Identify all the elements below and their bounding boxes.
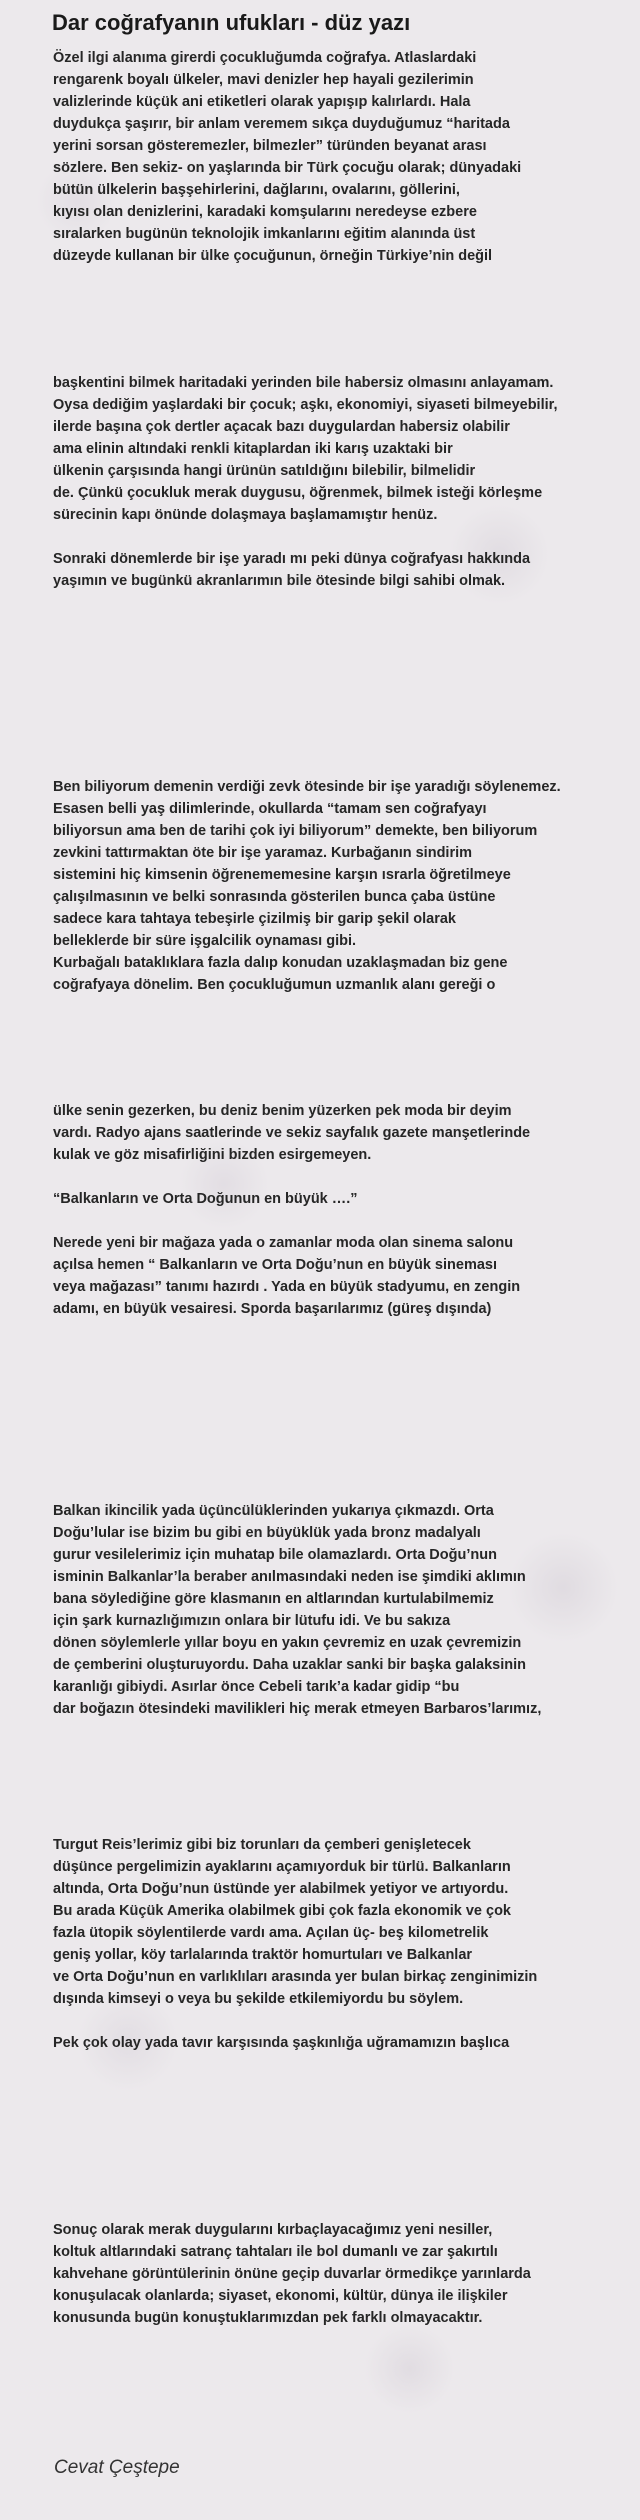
text-line: sistemini hiç kimsenin öğrenememesine karşın ısrarla öğretilmeye xyxy=(53,867,511,883)
text-line: Turgut Reis’lerimiz gibi biz torunları da çemberi genişletecek xyxy=(53,1837,471,1853)
text-line: altında, Orta Doğu’nun üstünde yer alabilmek yetiyor ve artıyordu. xyxy=(53,1881,509,1897)
text-line: Pek çok olay yada tavır karşısında şaşkınlığa uğramamızın başlıca xyxy=(53,2035,510,2051)
text-line: Balkan ikincilik yada üçüncülüklerinden yukarıya çıkmazdı. Orta xyxy=(53,1503,494,1519)
text-line: belleklerde bir süre işgalcilik oynaması gibi. xyxy=(53,933,357,949)
text-line: rengarenk boyalı ülkeler, mavi denizler hep hayali gezilerimin xyxy=(53,72,474,88)
text-line: çalışılmasının ve belki sonrasında gösterilen bunca çaba üstüne xyxy=(53,889,496,905)
text-line: düzeyde kullanan bir ülke çocuğunun, örneğin Türkiye’nin değil xyxy=(53,248,493,264)
text-line: valizlerinde küçük ani etiketleri olarak yapışıp kalırlardı. Hala xyxy=(53,94,471,110)
text-line: zevkini tattırmaktan öte bir işe yaramaz. Kurbağanın sindirim xyxy=(53,845,473,861)
text-line: Ben biliyorum demenin verdiği zevk ötesinde bir işe yaradığı söylenemez. xyxy=(53,779,561,795)
text-line: kahvehane görüntülerinin önüne geçip duvarlar örmedikçe yarınlarda xyxy=(53,2266,531,2282)
text-line: kıyısı olan denizlerini, karadaki komşularını neredeyse ezbere xyxy=(53,204,477,220)
paragraph-section-5 xyxy=(53,1500,633,1720)
text-line: dışında kimseyi o veya bu şekilde etkilemiyordu bu söylem. xyxy=(53,1991,464,2007)
author-signature: Cevat Çeştepe xyxy=(54,2457,180,2478)
paragraph-section-6 xyxy=(53,1834,633,2054)
text-line: bütün ülkelerin başşehirlerini, dağlarını, ovalarını, göllerini, xyxy=(53,182,460,198)
paragraph-section-1 xyxy=(53,47,633,267)
text-line: ilerde başına çok dertler açacak bazı duygulardan habersiz olabilir xyxy=(53,419,510,435)
text-line: “Balkanların ve Orta Doğunun en büyük ….” xyxy=(53,1191,358,1207)
text-line xyxy=(53,1210,633,1232)
text-line: konusunda bugün konuştuklarımızdan pek farklı olmayacaktır. xyxy=(53,2310,483,2326)
text-line: Oysa dediğim yaşlardaki bir çocuk; aşkı, ekonomiyi, siyaseti bilmeyebilir, xyxy=(53,397,558,413)
text-line: Esasen belli yaş dilimlerinde, okullarda “tamam sen coğrafyayı xyxy=(53,801,487,817)
text-line: veya mağazası” tanımı hazırdı . Yada en büyük stadyumu, en zengin xyxy=(53,1279,521,1295)
text-line: Nerede yeni bir mağaza yada o zamanlar moda olan sinema salonu xyxy=(53,1235,514,1251)
text-line: kulak ve göz misafirliğini bizden esirgemeyen. xyxy=(53,1147,372,1163)
text-line: dar boğazın ötesindeki mavilikleri hiç merak etmeyen Barbaros’larımız, xyxy=(53,1701,542,1717)
text-line xyxy=(53,526,633,548)
article-title: Dar coğrafyanın ufukları - düz yazı xyxy=(52,10,411,35)
text-line xyxy=(53,2010,633,2032)
text-line: sadece kara tahtaya tebeşirle çizilmiş bir garip şekil olarak xyxy=(53,911,456,927)
text-line: yerini sorsan gösteremezler, bilmezler” türünden beyanat arası xyxy=(53,138,487,154)
text-line: de. Çünkü çocukluk merak duygusu, öğrenmek, bilmek isteği körleşme xyxy=(53,485,543,501)
text-line: adamı, en büyük vesairesi. Sporda başarılarımız (güreş dışında) xyxy=(53,1301,492,1317)
text-line: Kurbağalı bataklıklara fazla dalıp konudan uzaklaşmadan biz gene xyxy=(53,955,508,971)
text-line: sözlere. Ben sekiz- on yaşlarında bir Türk çocuğu olarak; dünyadaki xyxy=(53,160,522,176)
text-line: sıralarken bugünün teknolojik imkanlarını eğitim alanında üst xyxy=(53,226,476,242)
text-line: bana söylediğine göre klasmanın en altlarından kurtulabilmemiz xyxy=(53,1591,494,1607)
text-line: duydukça şaşırır, bir anlam veremem sıkça duyduğumuz “haritada xyxy=(53,116,510,132)
text-line: konuşulacak olanlarda; siyaset, ekonomi, kültür, dünya ile ilişkiler xyxy=(53,2288,508,2304)
text-line: ama elinin altındaki renkli kitaplardan iki karış uzaktaki bir xyxy=(53,441,453,457)
text-line: Sonraki dönemlerde bir işe yaradı mı peki dünya coğrafyası hakkında xyxy=(53,551,531,567)
text-line: düşünce pergelimizin ayaklarını açamıyorduk bir türlü. Balkanların xyxy=(53,1859,511,1875)
text-line: fazla ütopik söylentilerde vardı ama. Açılan üç- beş kilometrelik xyxy=(53,1925,489,1941)
text-line: biliyorsun ama ben de tarihi çok iyi biliyorum” demekte, ben biliyorum xyxy=(53,823,538,839)
text-line: de çemberini oluşturuyordu. Daha uzaklar sanki bir başka galaksinin xyxy=(53,1657,527,1673)
text-line: yaşımın ve bugünkü akranlarımın bile ötesinde bilgi sahibi olmak. xyxy=(53,573,506,589)
text-line: coğrafyaya dönelim. Ben çocukluğumun uzmanlık alanı gereği o xyxy=(53,977,496,993)
text-line: ülkenin çarşısında hangi ürünün satıldığını bilebilir, bilmelidir xyxy=(53,463,476,479)
paragraph-section-7 xyxy=(53,2219,633,2329)
paragraph-section-4 xyxy=(53,1100,633,1320)
text-line: Doğu’lular ise bizim bu gibi en büyüklük yada bronz madalyalı xyxy=(53,1525,481,1541)
text-line: için şark kurnazlığımızın onlara bir lütufu idi. Ve bu sakıza xyxy=(53,1613,451,1629)
paragraph-section-2 xyxy=(53,372,633,592)
text-line: Bu arada Küçük Amerika olabilmek gibi çok fazla ekonomik ve çok xyxy=(53,1903,511,1919)
text-line: Sonuç olarak merak duygularını kırbaçlayacağımız yeni nesiller, xyxy=(53,2222,493,2238)
text-line xyxy=(53,1166,633,1188)
text-line: ülke senin gezerken, bu deniz benim yüzerken pek moda bir deyim xyxy=(53,1103,512,1119)
text-line: koltuk altlarındaki satranç tahtaları ile bol dumanlı ve zar şakırtılı xyxy=(53,2244,498,2260)
text-line: gurur vesilelerimiz için muhatap bile olamazlardı. Orta Doğu’nun xyxy=(53,1547,497,1563)
text-line: Özel ilgi alanıma girerdi çocukluğumda coğrafya. Atlaslardaki xyxy=(53,50,477,66)
text-line: ve Orta Doğu’nun en varlıklıları arasında yer bulan birkaç zenginimizin xyxy=(53,1969,538,1985)
text-line: açılsa hemen “ Balkanların ve Orta Doğu’nun en büyük sineması xyxy=(53,1257,497,1273)
text-line: başkentini bilmek haritadaki yerinden bile habersiz olmasını anlayamam. xyxy=(53,375,554,391)
text-line: karanlığı gibiydi. Asırlar önce Cebeli tarık’a kadar gidip “bu xyxy=(53,1679,460,1695)
text-line: geniş yollar, köy tarlalarında traktör homurtuları ve Balkanlar xyxy=(53,1947,473,1963)
text-line: vardı. Radyo ajans saatlerinde ve sekiz sayfalık gazete manşetlerinde xyxy=(53,1125,531,1141)
paragraph-section-3 xyxy=(53,776,633,996)
text-line: dönen söylemlerle yıllar boyu en yakın çevremiz en uzak çevremizin xyxy=(53,1635,522,1651)
text-line: sürecinin kapı önünde dolaşmaya başlamamıştır henüz. xyxy=(53,507,438,523)
text-line: isminin Balkanlar’la beraber anılmasındaki neden ise şimdiki aklımın xyxy=(53,1569,526,1585)
